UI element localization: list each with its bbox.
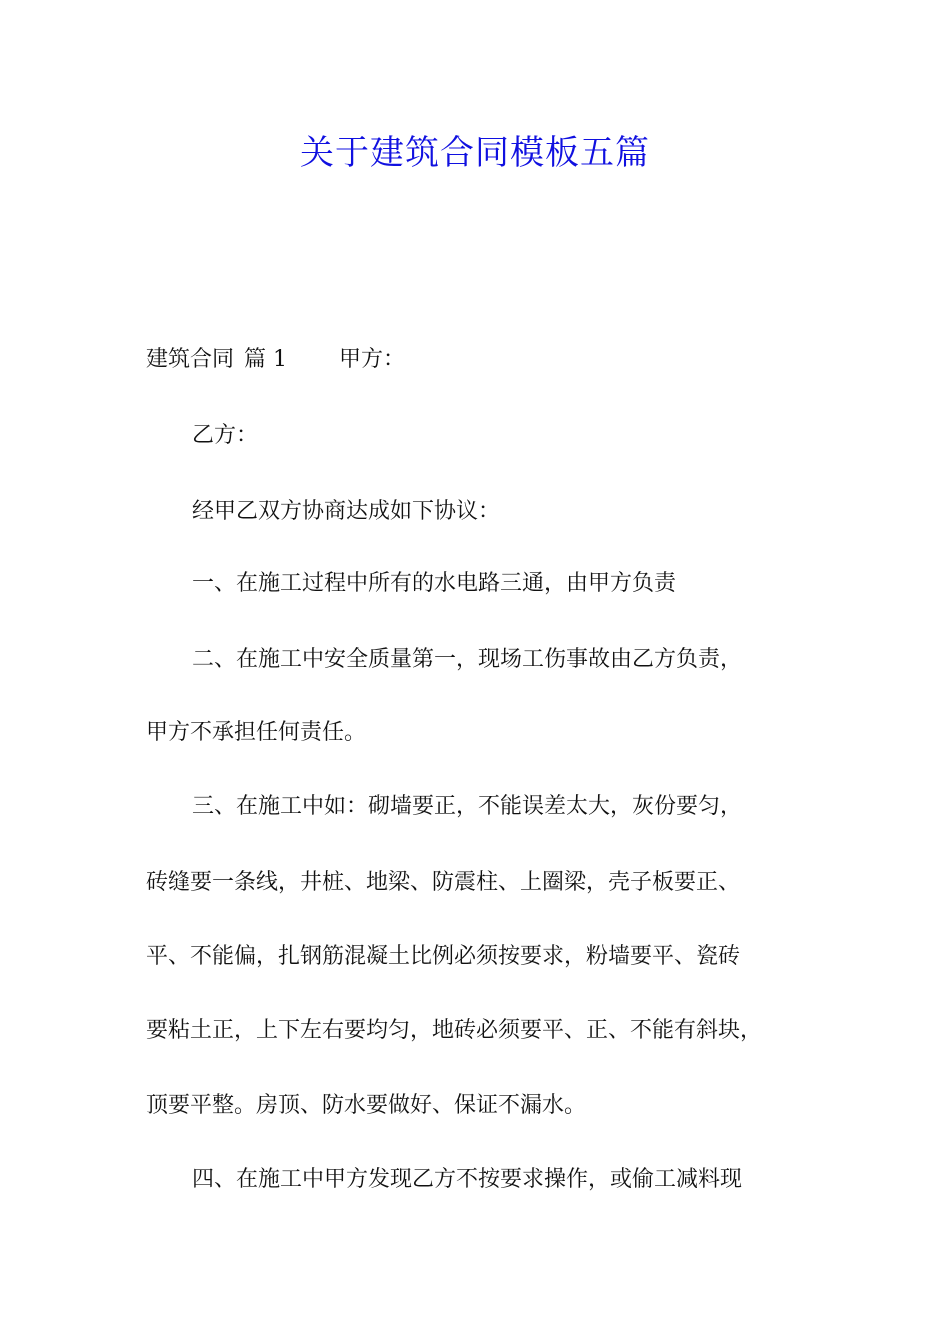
paragraph-line: 甲方不承担任何责任。 [146,720,367,745]
header-line [146,343,405,377]
paragraph-line: 经甲乙双方协商达成如下协议： [192,499,501,524]
contract-heading: 建筑合同 [146,347,235,372]
paragraph-line: 顶要平整。房顶、防水要做好、保证不漏水。 [146,1093,587,1118]
paragraph-line: 乙方： [192,423,259,448]
party-a-label: 甲方： [339,347,406,372]
paragraph-line: 三、在施工中如：砌墙要正，不能误差太大，灰份要匀， [192,794,743,819]
paragraph-line: 砖缝要一条线，井桩、地梁、防震柱、上圈梁，壳子板要正、 [146,870,741,895]
paragraph-line: 要粘土正，上下左右要均匀，地砖必须要平、正、不能有斜块， [146,1018,763,1043]
paragraph-line: 平、不能偏，扎钢筋混凝土比例必须按要求，粉墙要平、瓷砖 [146,944,741,969]
paragraph-line: 四、在施工中甲方发现乙方不按要求操作，或偷工减料现 [192,1167,743,1192]
paragraph-line: 二、在施工中安全质量第一，现场工伤事故由乙方负责， [192,647,743,672]
contract-number: 篇 1 [244,347,288,372]
paragraph-line: 一、在施工过程中所有的水电路三通，由甲方负责 [192,571,677,596]
document-title: 关于建筑合同模板五篇 [300,133,650,173]
